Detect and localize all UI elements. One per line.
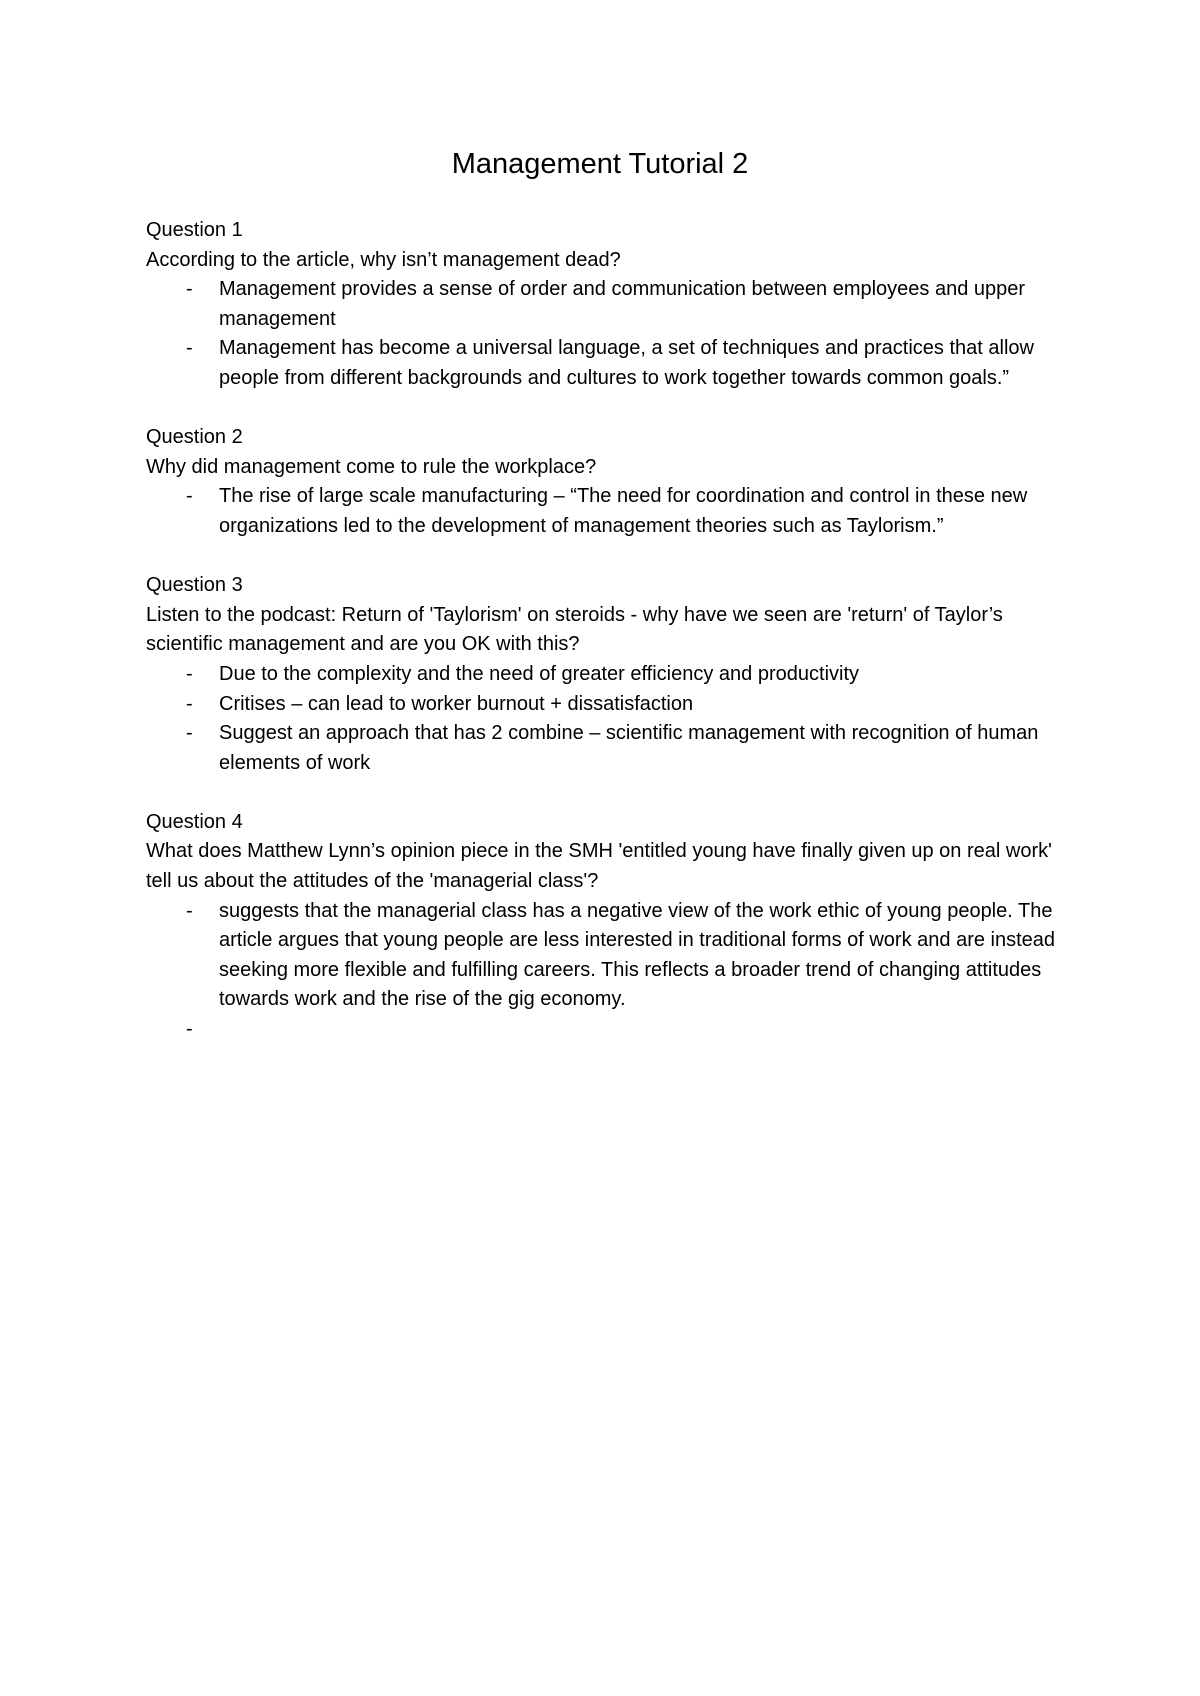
answer-item (146, 897, 1076, 1015)
question-4-text: What does Matthew Lynn’s opinion piece in the SMH 'entitled young have finally given up on real work' tell us about the attitudes of the 'managerial class'? (146, 840, 1052, 893)
answer-text: Due to the complexity and the need of greater efficiency and productivity (219, 662, 860, 685)
bullet-dash: - (186, 662, 193, 685)
answer-text: Management provides a sense of order and communication between employees and upper management (219, 278, 1026, 330)
answer-item (146, 275, 1076, 334)
question-3-label: Question 3 (146, 574, 243, 597)
question-3-answers (146, 660, 1076, 778)
question-4-answers (146, 897, 1076, 1045)
answer-item (146, 719, 1076, 778)
question-3-text: Listen to the podcast: Return of 'Taylorism' on steroids - why have we seen are 'return' of Taylor’s scientific management and are you OK with this? (146, 603, 1003, 656)
bullet-dash: - (186, 722, 193, 745)
question-3-section (146, 571, 1076, 778)
answer-item-empty (146, 1015, 1076, 1045)
question-2-answers (146, 482, 1076, 541)
answer-text: Management has become a universal language, a set of techniques and practices that allow people from different backgrounds and cultures to work together towards common goals.” (219, 337, 1034, 389)
bullet-dash: - (186, 692, 193, 715)
answer-item (146, 482, 1076, 541)
bullet-dash: - (186, 1018, 193, 1041)
question-1-text: According to the article, why isn’t management dead? (146, 248, 621, 271)
question-4-label: Question 4 (146, 810, 243, 833)
answer-text: suggests that the managerial class has a negative view of the work ethic of young people. The article argues that young people are less interested in traditional forms of work and are instead seeking more flexible and fulfilling careers. This reflects a broader trend of changing attitudes towards work and the rise of the gig economy. (219, 899, 1056, 1011)
answer-text: Critises – can lead to worker burnout + dissatisfaction (219, 692, 694, 715)
question-1-answers (146, 275, 1076, 393)
page-title: Management Tutorial 2 (451, 148, 749, 180)
question-1-label: Question 1 (146, 219, 243, 241)
answer-item (146, 334, 1076, 393)
document-body (146, 216, 1076, 1074)
question-2-text: Why did management come to rule the workplace? (146, 455, 597, 478)
question-2-section (146, 423, 1076, 541)
answer-item (146, 660, 1076, 690)
question-2-label: Question 2 (146, 426, 243, 449)
answer-item (146, 690, 1076, 720)
bullet-dash: - (186, 278, 193, 301)
question-1-section (146, 216, 1076, 394)
answer-text: Suggest an approach that has 2 combine – scientific management with recognition of human elements of work (219, 722, 1039, 774)
question-4-section (146, 808, 1076, 1045)
answer-text: The rise of large scale manufacturing – “The need for coordination and control in these new organizations led to the development of management theories such as Taylorism.” (219, 485, 1028, 537)
bullet-dash: - (186, 485, 193, 508)
bullet-dash: - (186, 899, 193, 922)
bullet-dash: - (186, 337, 193, 360)
